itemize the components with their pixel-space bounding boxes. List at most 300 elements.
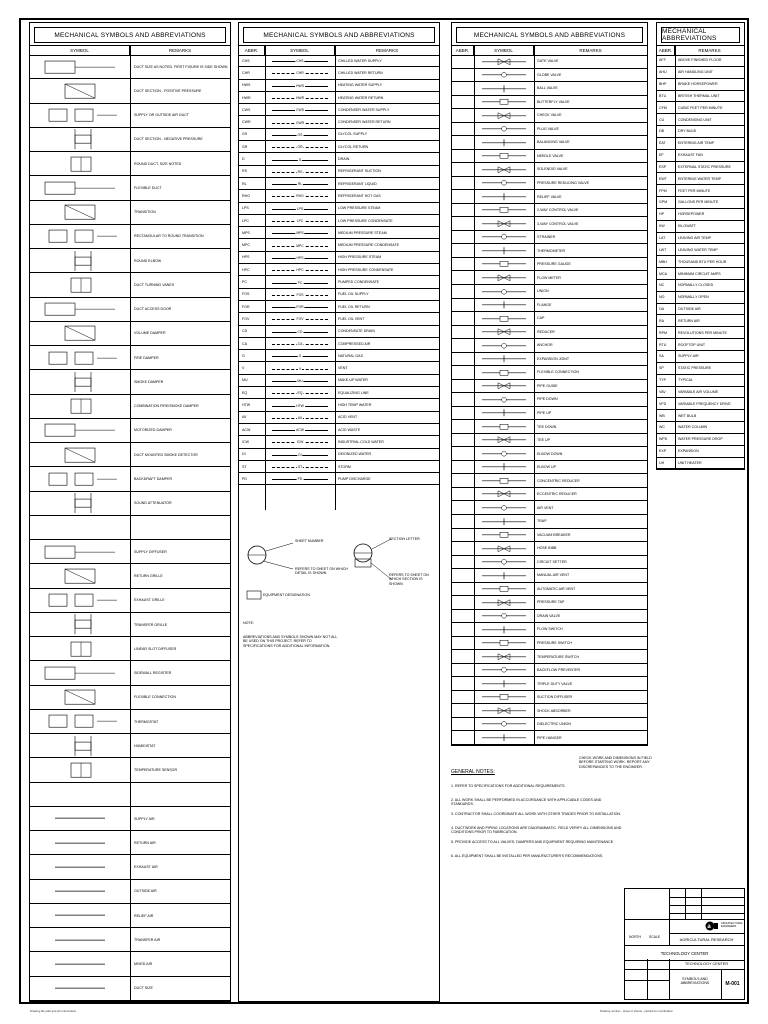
- symbol-row: [30, 977, 230, 1001]
- duct-symbol-graphic: [35, 129, 125, 149]
- pipe-description: VENT: [338, 366, 348, 371]
- pipe-abbr: RL: [242, 181, 247, 186]
- duct-symbol-graphic: [35, 348, 125, 368]
- abbr-row: [657, 363, 744, 375]
- duct-symbol: [30, 152, 130, 175]
- symbol-row: [30, 467, 230, 491]
- sheet-title-block: [669, 969, 722, 999]
- duct-symbol: [30, 783, 130, 806]
- valve-symbol-graphic: [476, 663, 532, 677]
- valve-description: PIPE HANGER: [537, 735, 562, 740]
- symbol-row: [30, 540, 230, 564]
- symbol-row: [30, 55, 230, 79]
- valve-symbol: [474, 177, 534, 190]
- duct-symbol: [30, 443, 130, 466]
- pipe-row: [239, 203, 439, 215]
- pipe-row: [239, 153, 439, 165]
- symbol-description: SIDEWALL REGISTER: [134, 671, 172, 676]
- abbr-row: [657, 458, 744, 470]
- symbol-row: [30, 128, 230, 152]
- pipe-abbr: RHG: [242, 193, 250, 198]
- duct-symbol-graphic: [35, 639, 125, 659]
- valve-description: GATE VALVE: [537, 59, 559, 64]
- general-note-item: 2. ALL WORK SHALL BE PERFORMED IN ACCORDANCE WITH APPLICABLE CODES AND STANDARDS.: [451, 798, 602, 807]
- abbr-code: TYP: [659, 378, 666, 383]
- pipe-line-symbol: [266, 92, 334, 103]
- pipe-description: LOW PRESSURE STEAM: [338, 206, 381, 211]
- valve-row: [452, 623, 647, 637]
- callout-equipment: EQUIPMENT DESIGNATION: [263, 593, 310, 597]
- abbr-meaning: AIR HANDLING UNIT: [678, 70, 713, 75]
- callout-section-sheet: REFERS TO SHEET ON WHICH SECTION IS SHOWN: [389, 573, 429, 586]
- duct-symbol-graphic: [35, 493, 125, 513]
- valve-row: [452, 285, 647, 299]
- symbol-description: MOTORIZED DAMPER: [134, 428, 172, 433]
- pipe-row: [239, 264, 439, 276]
- pipe-row: [239, 399, 439, 411]
- valve-description: ANCHOR: [537, 343, 553, 348]
- valve-description: BALANCING VALVE: [537, 140, 570, 145]
- valve-description: UNION: [537, 289, 549, 294]
- duct-symbol-graphic: [35, 323, 125, 343]
- abbr-meaning: ROOFTOP UNIT: [678, 342, 706, 347]
- abbr-row: [657, 375, 744, 387]
- pipe-line-label: FOR: [296, 305, 304, 310]
- valve-symbol: [474, 637, 534, 650]
- valve-symbol-graphic: [476, 596, 532, 610]
- abbr-row: [657, 244, 744, 256]
- duct-symbol-graphic: [35, 445, 125, 465]
- valve-symbol: [474, 366, 534, 379]
- valve-symbol: [474, 515, 534, 528]
- symbol-row: [30, 710, 230, 734]
- symbol-description: SUPPLY DIFFUSER: [134, 549, 167, 554]
- pipe-line-label: V: [298, 366, 302, 371]
- abbr-row: [657, 138, 744, 150]
- pipe-description: MEDIUM PRESSURE CONDENSATE: [338, 243, 400, 248]
- duct-symbol-graphic: [35, 663, 125, 683]
- pipe-description: FUEL OIL SUPPLY: [338, 292, 369, 297]
- duct-symbol-graphic: [35, 178, 125, 198]
- duct-symbol: [30, 467, 130, 490]
- abbr-code: EWT: [659, 176, 667, 181]
- pipe-description: PUMP DISCHARGE: [338, 476, 371, 481]
- pipe-description: CONDENSATE DRAIN: [338, 329, 375, 334]
- symbol-row: [30, 758, 230, 782]
- abbr-code: VAV: [659, 389, 666, 394]
- abbr-row: [657, 67, 744, 79]
- panel-title: MECHANICAL SYMBOLS AND ABBREVIATIONS: [243, 27, 435, 43]
- valve-symbol: [474, 731, 534, 744]
- valve-description: TEE DOWN: [537, 424, 557, 429]
- symbol-description: EXHAUST GRILLE: [134, 598, 165, 603]
- note-text: ABBREVIATIONS AND SYMBOLS SHOWN MAY NOT ALL BE USED ON THIS PROJECT. REFER TO SPECIFICATIONS FOR ADDITIONAL INFORMATION.: [243, 635, 338, 648]
- valve-row: [452, 244, 647, 258]
- pipe-line-label: D: [298, 157, 302, 162]
- duct-symbol: [30, 952, 130, 975]
- general-notes-title: GENERAL NOTES:: [451, 769, 495, 775]
- pipe-line-label: CWR: [295, 120, 305, 125]
- pipe-description: FUEL OIL VENT: [338, 316, 365, 321]
- pipe-description: ACID VENT: [338, 415, 358, 420]
- duct-symbol-graphic: [35, 517, 125, 537]
- abbr-code: DB: [659, 129, 664, 134]
- valve-symbol-graphic: [476, 82, 532, 96]
- abbr-meaning: MINIMUM CIRCUIT AMPS: [678, 271, 721, 276]
- abbr-code: WC: [659, 425, 665, 430]
- abbr-meaning: ENTERING WATER TEMP: [678, 176, 722, 181]
- pipe-abbr: LPS: [242, 206, 249, 211]
- pipe-description: PUMPED CONDENSATE: [338, 280, 380, 285]
- symbol-description: DUCT SIZE AS NOTED. FIRST FIGURE IS SIDE SHOWN: [134, 64, 228, 69]
- duct-symbol-graphic: [35, 857, 125, 877]
- valve-description: PLUG VALVE: [537, 126, 559, 131]
- symbol-row: [30, 395, 230, 419]
- abbr-code: LWT: [659, 247, 667, 252]
- pipe-line-label: DI: [298, 452, 302, 457]
- pipe-line-label: HWS: [296, 83, 304, 88]
- symbol-row: [30, 443, 230, 467]
- duct-symbol: [30, 104, 130, 127]
- symbol-row: [30, 783, 230, 807]
- duct-symbol-graphic: [35, 105, 125, 125]
- valve-symbol-graphic: [476, 325, 532, 339]
- firm-logo-icon: [705, 920, 719, 932]
- duct-symbol: [30, 346, 130, 369]
- symbol-description: [134, 783, 228, 806]
- valve-description: PRESSURE GAUGE: [537, 262, 571, 267]
- pipe-description: DEIONIZED WATER: [338, 452, 372, 457]
- valve-symbol: [474, 312, 534, 325]
- duct-symbol: [30, 176, 130, 199]
- abbr-meaning: BRITISH THERMAL UNIT: [678, 93, 720, 98]
- valve-symbol-graphic: [476, 582, 532, 596]
- pipe-abbr: CA: [242, 341, 247, 346]
- symbol-description: SOUND ATTENUATOR: [134, 501, 172, 506]
- valve-symbol: [474, 447, 534, 460]
- pipe-abbr: MU: [242, 378, 248, 383]
- symbol-description: TRANSFER GRILLE: [134, 622, 168, 627]
- symbol-description: FIRE DAMPER: [134, 355, 159, 360]
- valve-symbol: [474, 677, 534, 690]
- pipe-row: [239, 141, 439, 153]
- pipe-line-label: HWR: [295, 96, 305, 101]
- pipe-line-label: HPC: [296, 268, 304, 273]
- symbol-row: [30, 176, 230, 200]
- pipe-row: [239, 252, 439, 264]
- abbr-meaning: EXHAUST FAN: [678, 153, 703, 158]
- pipe-line-label: RL: [297, 182, 303, 187]
- valve-row: [452, 569, 647, 583]
- pipe-abbr: V: [242, 366, 245, 371]
- abbr-code: HP: [659, 212, 664, 217]
- symbol-row: [30, 201, 230, 225]
- pipe-abbr: HWS: [242, 83, 251, 88]
- pipe-line-symbol: [266, 55, 334, 66]
- abbr-code: LAT: [659, 236, 666, 240]
- pipe-abbr: G: [242, 353, 245, 358]
- abbr-code: OA: [659, 307, 665, 312]
- valve-row: [452, 731, 647, 745]
- valve-description: PIPE GUIDE: [537, 383, 558, 388]
- duct-symbol-graphic: [35, 542, 125, 562]
- pipe-abbr: MPS: [242, 230, 250, 235]
- symbol-row: [30, 855, 230, 879]
- abbr-row: [657, 398, 744, 410]
- north-scale-block: [625, 919, 670, 945]
- symbol-description: DUCT SIZE: [134, 986, 153, 991]
- panel-title: MECHANICAL ABBREVIATIONS: [661, 27, 740, 43]
- duct-symbol-graphic: [35, 687, 125, 707]
- pipe-row: [239, 215, 439, 227]
- abbr-code: AFF: [659, 58, 666, 63]
- duct-symbol: [30, 516, 130, 539]
- pipe-line-symbol: [266, 190, 334, 201]
- pipe-abbr: DI: [242, 452, 246, 457]
- duct-symbol: [30, 395, 130, 418]
- abbr-row: [657, 315, 744, 327]
- valve-symbol-graphic: [476, 460, 532, 474]
- abbr-code: EXP: [659, 449, 667, 454]
- valve-row: [452, 163, 647, 177]
- valve-symbol: [474, 69, 534, 82]
- pipe-line-symbol: [266, 399, 334, 410]
- header-remarks: REMARKS: [375, 48, 399, 53]
- valve-symbol-graphic: [476, 677, 532, 691]
- valve-symbol-graphic: [476, 433, 532, 447]
- valve-symbol: [474, 150, 534, 163]
- pipe-row: [239, 190, 439, 202]
- pipe-row: [239, 350, 439, 362]
- valve-symbol: [474, 650, 534, 663]
- pipe-row: [239, 117, 439, 129]
- valve-symbol-graphic: [476, 717, 532, 731]
- abbr-row: [657, 209, 744, 221]
- pipe-row: [239, 227, 439, 239]
- symbol-description: MIXED AIR: [134, 962, 153, 967]
- abbr-code: GPM: [659, 200, 668, 205]
- pipe-description: GLYCOL SUPPLY: [338, 132, 368, 137]
- valve-symbol: [474, 556, 534, 569]
- symbol-row: [30, 516, 230, 540]
- duct-symbol: [30, 613, 130, 636]
- abbr-row: [657, 351, 744, 363]
- symbol-description: ROUND ELBOW: [134, 258, 162, 263]
- valve-symbol: [474, 204, 534, 217]
- valve-row: [452, 407, 647, 421]
- pipe-description: STORM: [338, 464, 351, 469]
- pipe-line-symbol: [266, 141, 334, 152]
- duct-symbol-graphic: [35, 154, 125, 174]
- valve-row: [452, 96, 647, 110]
- valve-row: [452, 447, 647, 461]
- pipe-abbr: HTW: [242, 403, 251, 408]
- valve-symbol-graphic: [476, 339, 532, 353]
- abbr-code: BHP: [659, 82, 667, 87]
- valve-symbol: [474, 569, 534, 582]
- duct-symbol: [30, 225, 130, 248]
- valve-symbol-graphic: [476, 623, 532, 637]
- pipe-abbr: CWS: [242, 107, 251, 112]
- symbol-row: [30, 249, 230, 273]
- symbol-row: [30, 686, 230, 710]
- valve-symbol: [474, 258, 534, 271]
- valve-symbol: [474, 299, 534, 312]
- sheet-number: M-001: [725, 981, 740, 987]
- pipe-abbr: ICW: [242, 439, 249, 444]
- pipe-row: [239, 92, 439, 104]
- symbol-row: [30, 613, 230, 637]
- symbol-description: TRANSITION: [134, 210, 156, 215]
- valve-description: BACKFLOW PREVENTER: [537, 668, 581, 673]
- abbr-meaning: EXTERNAL STATIC PRESSURE: [678, 164, 731, 169]
- duct-symbol-graphic: [35, 372, 125, 392]
- valve-symbol: [474, 96, 534, 109]
- valve-symbol: [474, 244, 534, 257]
- symbol-description: SMOKE DAMPER: [134, 379, 164, 384]
- valve-row: [452, 677, 647, 691]
- abbr-meaning: THOUSAND BTU PER HOUR: [678, 259, 727, 264]
- valve-symbol-graphic: [476, 68, 532, 82]
- valve-symbol: [474, 353, 534, 366]
- valve-row: [452, 461, 647, 475]
- valve-symbol-graphic: [476, 690, 532, 704]
- pipe-line-symbol: [266, 313, 334, 324]
- callout-detail-number: REFERS TO SHEET ON WHICH DETAIL IS SHOWN: [295, 567, 348, 576]
- abbr-row: [657, 280, 744, 292]
- pipe-abbr: CHS: [242, 58, 250, 63]
- duct-symbol: [30, 855, 130, 878]
- abbr-row: [657, 339, 744, 351]
- valve-symbol-graphic: [476, 190, 532, 204]
- valve-description: GLOBE VALVE: [537, 72, 562, 77]
- duct-symbol-graphic: [35, 881, 125, 901]
- abbr-meaning: LEAVING WATER TEMP: [678, 247, 718, 252]
- pipe-row: [239, 104, 439, 116]
- pipe-row: [239, 387, 439, 399]
- pipe-row: [239, 240, 439, 252]
- pipe-abbr: PD: [242, 476, 247, 481]
- header-abbr: ABBR.: [452, 46, 474, 55]
- pipe-line-label: MPC: [296, 243, 304, 248]
- pipe-description: COMPRESSED AIR: [338, 341, 371, 346]
- abbr-meaning: SUPPLY AIR: [678, 354, 699, 359]
- valve-symbol-graphic: [476, 366, 532, 380]
- abbr-meaning: FEET PER MINUTE: [678, 188, 711, 193]
- duct-symbol-graphic: [35, 930, 125, 950]
- pipe-description: HEATING WATER SUPPLY: [338, 83, 383, 88]
- pipe-line-label: CA: [297, 342, 303, 347]
- duct-symbol-graphic: [35, 226, 125, 246]
- valve-row: [452, 556, 647, 570]
- pipe-description: HIGH PRESSURE CONDENSATE: [338, 267, 394, 272]
- valve-symbol-graphic: [476, 95, 532, 109]
- abbr-row: [657, 185, 744, 197]
- duct-symbol-graphic: [35, 954, 125, 974]
- north-label: NORTH: [629, 935, 641, 939]
- duct-symbol: [30, 79, 130, 102]
- scale-label: SCALE: [649, 935, 661, 939]
- valve-description: BUTTERFLY VALVE: [537, 99, 570, 104]
- abbr-code: CFM: [659, 105, 667, 110]
- duct-symbol-graphic: [35, 784, 125, 804]
- pipe-line-symbol: [266, 350, 334, 361]
- pipe-line-symbol: [266, 387, 334, 398]
- duct-symbol: [30, 249, 130, 272]
- duct-symbol-graphic: [35, 251, 125, 271]
- pipe-abbr: LPC: [242, 218, 249, 223]
- symbol-row: [30, 298, 230, 322]
- symbol-row: [30, 225, 230, 249]
- pipe-row: [239, 313, 439, 325]
- valve-symbol-graphic: [476, 136, 532, 150]
- abbr-code: EAT: [659, 141, 666, 146]
- valve-symbol: [474, 704, 534, 717]
- duct-symbol-graphic: [35, 808, 125, 828]
- pipe-line-symbol: [266, 473, 334, 484]
- valve-symbol-graphic: [476, 406, 532, 420]
- valve-row: [452, 190, 647, 204]
- pipe-description: REFRIGERANT HOT GAS: [338, 193, 381, 198]
- pipe-row: [239, 363, 439, 375]
- pipe-row: [239, 449, 439, 461]
- valve-symbol: [474, 339, 534, 352]
- general-note-item: 1. REFER TO SPECIFICATIONS FOR ADDITIONAL REQUIREMENTS.: [451, 784, 566, 788]
- abbr-row: [657, 162, 744, 174]
- abbr-code: AHU: [659, 70, 667, 75]
- pipe-line-label: G: [298, 354, 302, 359]
- duct-symbol-graphic: [35, 566, 125, 586]
- pipe-abbr: CWR: [242, 120, 251, 125]
- valve-row: [452, 529, 647, 543]
- abbr-row: [657, 387, 744, 399]
- firm-logo-block: [669, 919, 744, 934]
- valve-symbol-graphic: [476, 487, 532, 501]
- pipe-row: [239, 67, 439, 79]
- valve-symbol: [474, 691, 534, 704]
- abbr-meaning: OUTSIDE AIR: [678, 307, 701, 312]
- pipe-row: [239, 412, 439, 424]
- header-symbol: SYMBOL: [265, 46, 335, 55]
- pipe-line-label: CHR: [296, 71, 304, 76]
- valve-symbol: [474, 271, 534, 284]
- valve-description: PRESSURE REDUCING VALVE: [537, 181, 589, 185]
- pipe-abbr: GS: [242, 132, 248, 137]
- pipe-description: NATURAL GAS: [338, 353, 363, 358]
- general-note-item: 4. DUCTWORK AND PIPING LOCATIONS ARE DIAGRAMMATIC. FIELD VERIFY ALL DIMENSIONS AND CONDITIONS PRIOR TO FABRICATION.: [451, 826, 622, 835]
- pipe-row: [239, 338, 439, 350]
- duct-symbol: [30, 686, 130, 709]
- pipe-abbr: FOS: [242, 292, 250, 297]
- pipe-line-symbol: [266, 289, 334, 300]
- valve-row: [452, 299, 647, 313]
- valve-symbol-graphic: [476, 636, 532, 650]
- abbr-code: RTU: [659, 342, 667, 347]
- symbol-row: [30, 104, 230, 128]
- duct-symbol: [30, 55, 130, 78]
- valve-symbol-graphic: [476, 271, 532, 285]
- duct-symbol-graphic: [35, 81, 125, 101]
- symbol-description: SUPPLY AIR: [134, 816, 155, 821]
- valve-description: VACUUM BREAKER: [537, 532, 571, 537]
- symbol-row: [30, 273, 230, 297]
- info-block: [625, 959, 670, 999]
- valve-description: BALL VALVE: [537, 86, 558, 91]
- symbol-row: [30, 322, 230, 346]
- valve-symbol: [474, 623, 534, 636]
- abbr-row: [657, 79, 744, 91]
- pipe-line-label: CHS: [296, 59, 304, 64]
